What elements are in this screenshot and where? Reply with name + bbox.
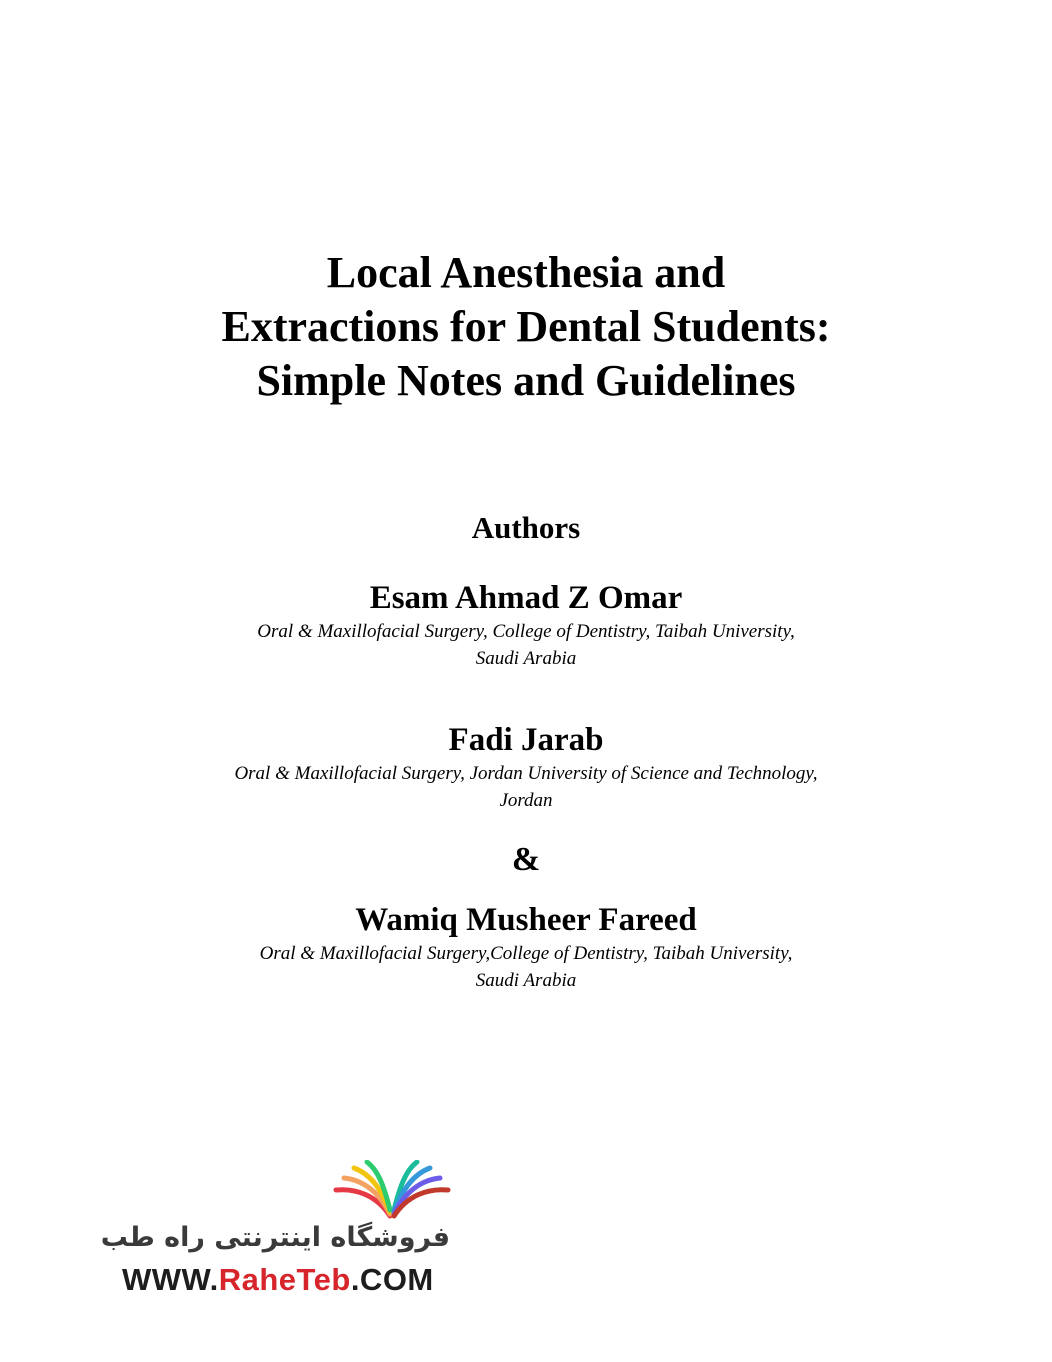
url-suffix: .COM bbox=[350, 1262, 434, 1297]
title-line-3: Simple Notes and Guidelines bbox=[256, 356, 796, 405]
author-affiliation-line-1: Oral & Maxillofacial Surgery,College of Dentistry, Taibah University, bbox=[259, 943, 793, 964]
open-book-icon bbox=[332, 1160, 452, 1222]
title-line-2: Extractions for Dental Students: bbox=[221, 302, 831, 351]
url-prefix: WWW. bbox=[122, 1262, 219, 1297]
ampersand: & bbox=[511, 841, 541, 878]
author-name: Fadi Jarab bbox=[448, 722, 604, 758]
book-title bbox=[0, 246, 1052, 408]
author-block-3 bbox=[0, 900, 1052, 994]
authors-heading: Authors bbox=[471, 510, 581, 545]
watermark-url bbox=[122, 1262, 462, 1298]
watermark-persian-text: فروشگاه اینترنتی راه طب bbox=[100, 1222, 450, 1253]
author-affiliation-line-1: Oral & Maxillofacial Surgery, Jordan University of Science and Technology, bbox=[234, 763, 818, 784]
author-name: Wamiq Musheer Fareed bbox=[355, 902, 697, 938]
author-block-2 bbox=[0, 720, 1052, 814]
author-block-1 bbox=[0, 578, 1052, 672]
author-affiliation-line-2: Saudi Arabia bbox=[475, 648, 577, 669]
author-affiliation-line-1: Oral & Maxillofacial Surgery, College of Dentistry, Taibah University, bbox=[257, 621, 795, 642]
author-affiliation-line-2: Jordan bbox=[499, 790, 553, 811]
author-name: Esam Ahmad Z Omar bbox=[369, 580, 683, 616]
title-line-1: Local Anesthesia and bbox=[326, 248, 726, 297]
raheteb-watermark-logo bbox=[100, 1160, 460, 1300]
author-affiliation-line-2: Saudi Arabia bbox=[475, 970, 577, 991]
url-brand: RaheTeb bbox=[218, 1262, 351, 1297]
